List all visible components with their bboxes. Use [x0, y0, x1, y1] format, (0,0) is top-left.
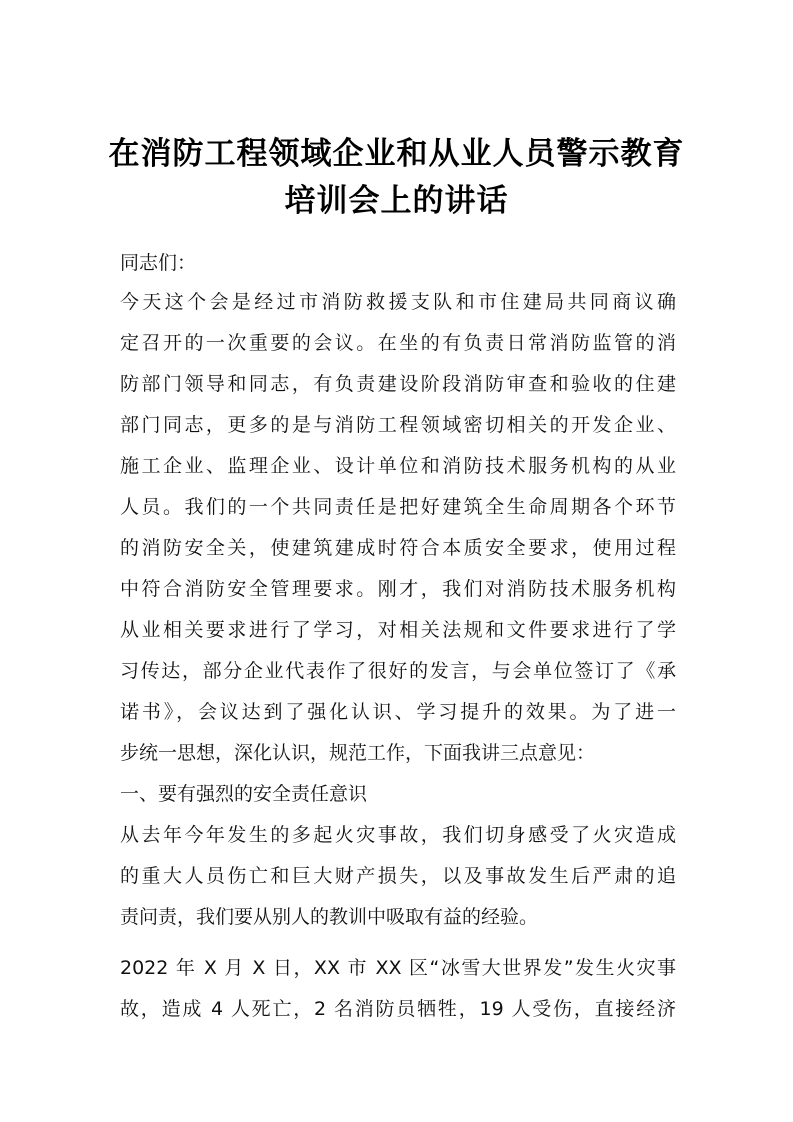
paragraph-line: 习传达，部分企业代表作了很好的发言，与会单位签订了《承 [120, 660, 676, 682]
paragraph-line: 防部门领导和同志，有负责建设阶段消防审查和验收的住建 [120, 373, 676, 395]
paragraph-line: 今天这个会是经过市消防救援支队和市住建局共同商议确 [120, 291, 676, 313]
paragraph-line: 从业相关要求进行了学习，对相关法规和文件要求进行了学 [120, 619, 676, 641]
section-heading: 一、要有强烈的安全责任意识 [120, 783, 368, 805]
paragraph-line: 人员。我们的一个共同责任是把好建筑全生命周期各个环节 [120, 496, 676, 518]
document-title-line-2: 培训会上的讲话 [284, 183, 509, 219]
paragraph-line: 的重大人员伤亡和巨大财产损失，以及事故发生后严肃的追 [120, 865, 676, 887]
paragraph-line: 中符合消防安全管理要求。刚才，我们对消防技术服务机构 [120, 578, 676, 600]
salutation: 同志们： [120, 252, 197, 274]
paragraph-line: 故，造成 4 人死亡，2 名消防员牺牲，19 人受伤，直接经济 [120, 998, 676, 1020]
paragraph-line: 的消防安全关，使建筑建成时符合本质安全要求，使用过程 [120, 537, 676, 559]
paragraph-line: 部门同志，更多的是与消防工程领域密切相关的开发企业、 [120, 414, 676, 436]
paragraph-line: 责问责，我们要从别人的教训中吸取有益的经验。 [120, 906, 539, 928]
paragraph-line: 定召开的一次重要的会议。在坐的有负责日常消防监管的消 [120, 332, 676, 354]
paragraph-line: 从去年今年发生的多起火灾事故，我们切身感受了火灾造成 [120, 824, 676, 846]
document-title-line-1: 在消防工程领域企业和从业人员警示教育 [108, 136, 685, 172]
paragraph-line: 诺书》，会议达到了强化认识、学习提升的效果。为了进一 [120, 701, 676, 723]
paragraph-line: 2022 年 X 月 X 日，XX 市 XX 区“冰雪大世界发”发生火灾事 [120, 957, 676, 979]
paragraph-line: 施工企业、监理企业、设计单位和消防技术服务机构的从业 [120, 455, 676, 477]
paragraph-line: 步统一思想，深化认识，规范工作，下面我讲三点意见： [120, 742, 596, 764]
